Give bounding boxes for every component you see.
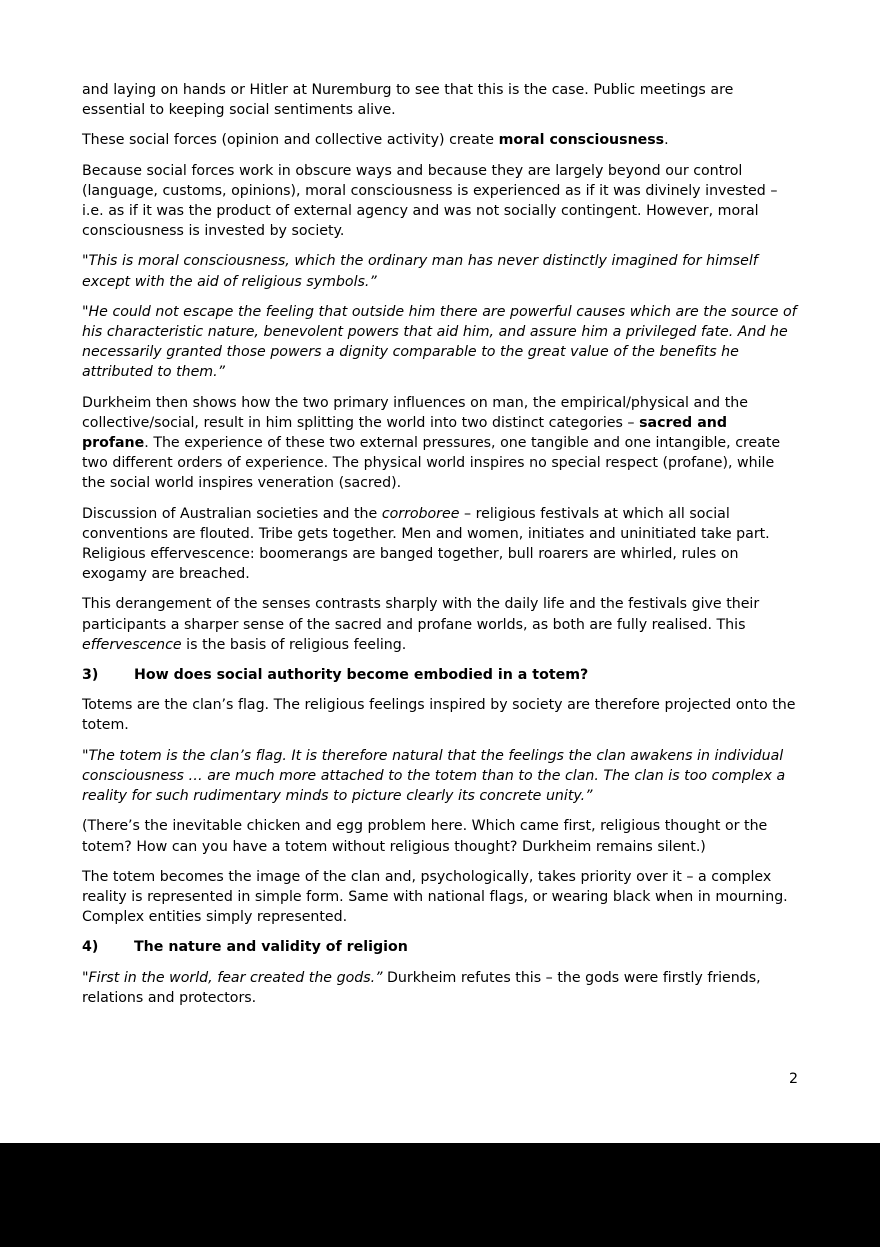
- paragraph-totems-are-clans-flag: Totems are the clan’s flag. The religious feelings inspired by society are therefore projected onto the totem.: [82, 697, 796, 734]
- heading-question-4-number: 4): [82, 939, 99, 956]
- paragraph-social-forces-text-after: .: [664, 132, 669, 149]
- paragraph-fear-created-the-gods-text-after: Durkheim refutes this – the gods were firstly friends, relations and protectors.: [82, 969, 761, 1006]
- emphasis-effervescence: effervescence: [82, 636, 182, 653]
- paragraph-public-meetings: and laying on hands or Hitler at Nuremburg to see that this is the case. Public meetings are essential to keeping social sentiments alive.: [82, 82, 734, 119]
- quote-fear-created-the-gods: "First in the world, fear created the gods.”: [82, 969, 383, 986]
- blockquote-moral-consciousness: "This is moral consciousness, which the ordinary man has never distinctly imagined for himself except with the aid of religious symbols.”: [82, 253, 758, 290]
- bottom-black-band: [0, 1143, 880, 1247]
- emphasis-moral-consciousness: moral consciousness: [498, 132, 665, 149]
- heading-question-3-label: How does social authority become embodied in a totem?: [134, 667, 589, 684]
- heading-question-4: [82, 937, 798, 957]
- paragraph-chicken-and-egg: (There’s the inevitable chicken and egg problem here. Which came first, religious thought or the totem? How can you have a totem without religious thought? Durkheim remains silent.): [82, 818, 768, 855]
- paragraph-derangement-text-before: This derangement of the senses contrasts sharply with the daily life and the festivals give their participants a sharper sense of the sacred and profane worlds, as both are fully realised. This: [82, 596, 760, 633]
- paragraph-sacred-and-profane-text-before: Durkheim then shows how the two primary influences on man, the empirical/physical and the collective/social, result in him splitting the world into two distinct categories –: [82, 394, 748, 431]
- page-number: 2: [788, 1071, 798, 1087]
- paragraph-corroboree-text-before: Discussion of Australian societies and the: [82, 505, 382, 522]
- emphasis-corroboree: corroboree: [381, 505, 460, 522]
- blockquote-powerful-causes: "He could not escape the feeling that outside him there are powerful causes which are the source of his characteristic nature, benevolent powers that aid him, and assure him a privileged fate. And he necessarily granted those powers a dignity comparable to the great value of the benefits he attributed to them.”: [82, 303, 797, 381]
- paragraph-social-forces-text-before: These social forces (opinion and collective activity) create: [82, 132, 499, 149]
- paragraph-fear-created-the-gods: [82, 968, 798, 1008]
- emphasis-sacred-and-profane: sacred and profane: [82, 414, 727, 452]
- paragraph-obscure-ways: Because social forces work in obscure ways and because they are largely beyond our control (language, customs, opinions), moral consciousness is experienced as if it was divinely invested – i.e. as if it was the product of external agency and was not socially contingent. However, moral consciousness is invested by society.: [82, 162, 778, 240]
- paragraph-corroboree-text-after: – religious festivals at which all social conventions are flouted. Tribe gets together. Men and women, initiates and uninitiated take part. Religious effervescence: boomerangs are banged together, bull roarers are whirled, rules on exogamy are breached.: [82, 505, 770, 583]
- paragraph-derangement-text-after: is the basis of religious feeling.: [181, 636, 407, 653]
- paragraph-derangement-of-senses: [82, 594, 798, 655]
- heading-question-3: [82, 665, 798, 685]
- blockquote-totem-is-clans-flag: "The totem is the clan’s flag. It is therefore natural that the feelings the clan awakens in individual consciousness … are much more attached to the totem than to the clan. The clan is too complex a reality for such rudimentary minds to picture clearly its concrete unity.”: [82, 747, 786, 805]
- paragraph-totem-becomes-image: The totem becomes the image of the clan and, psychologically, takes priority over it – a complex reality is represented in simple form. Same with national flags, or wearing black when in mourning. Complex entities simply represented.: [82, 868, 788, 926]
- heading-question-3-number: 3): [82, 667, 99, 684]
- document-text-column: [82, 80, 798, 1018]
- heading-question-4-label: The nature and validity of religion: [134, 939, 408, 956]
- paragraph-social-forces: [82, 130, 798, 150]
- paragraph-sacred-and-profane: [82, 393, 798, 494]
- paragraph-corroboree: [82, 504, 798, 585]
- paragraph-sacred-and-profane-text-after: . The experience of these two external pressures, one tangible and one intangible, create two different orders of experience. The physical world inspires no special respect (profane), while the social world inspires veneration (sacred).: [82, 435, 781, 492]
